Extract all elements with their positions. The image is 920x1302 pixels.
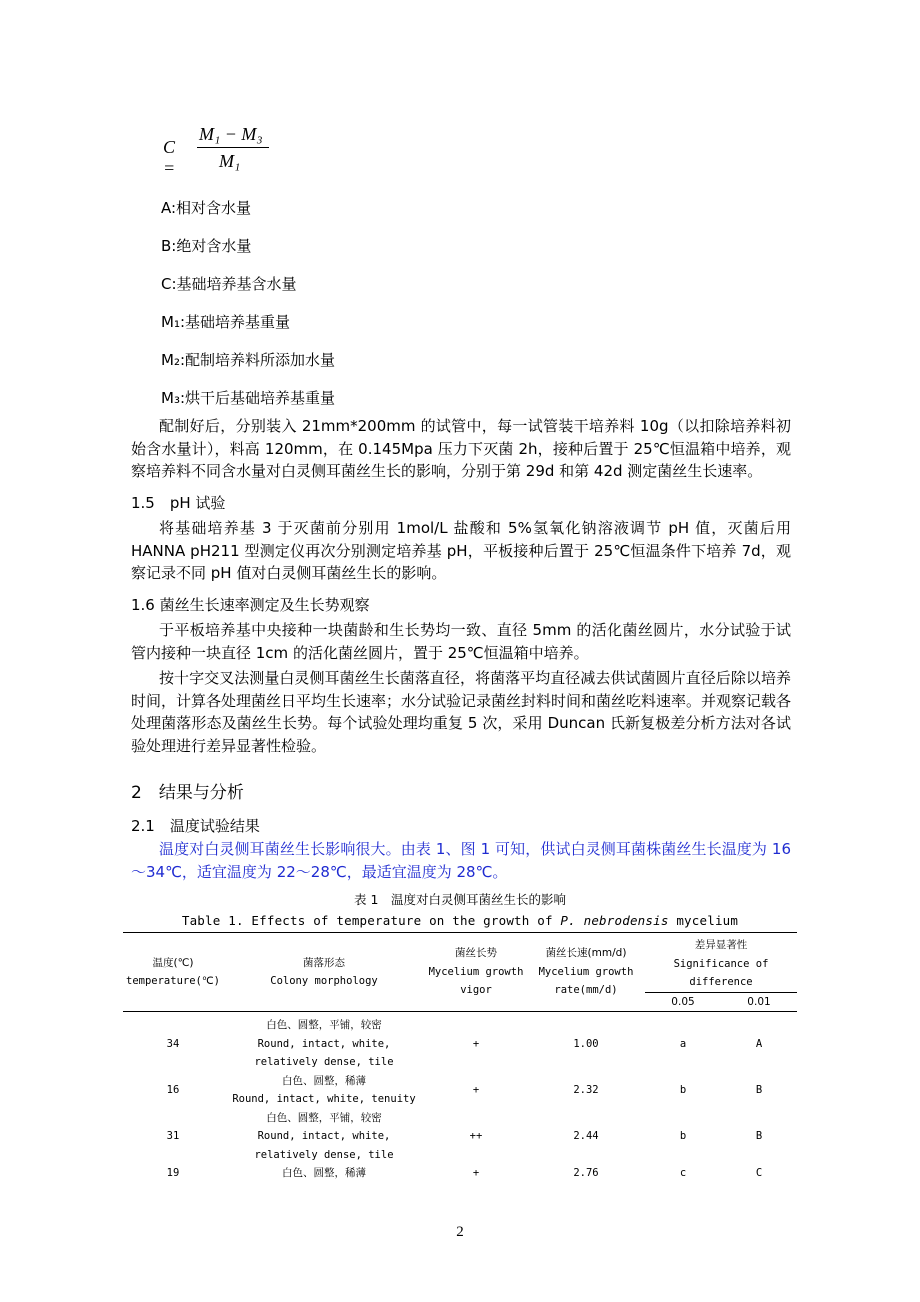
cell-morph [223, 1072, 425, 1109]
cell-sig-001: B [755, 1083, 763, 1096]
header-significance-en2: difference [689, 976, 753, 988]
cell-vigor: ++ [469, 1130, 483, 1142]
cell-rate: 2.44 [573, 1130, 599, 1142]
table-row [123, 1016, 797, 1072]
header-significance [645, 933, 797, 993]
header-morphology-cn: 菌落形态 [303, 956, 345, 969]
header-vigor-en2: vigor [460, 984, 492, 997]
header-sig-005: 0.05 [645, 992, 721, 1012]
cell-morph-en1: Round, intact, white, [257, 1037, 391, 1050]
caption-en-suffix: mycelium [668, 913, 739, 928]
cell-morph-cn: 白色、圆整，稀薄 [282, 1167, 366, 1179]
cell-sig-005: b [679, 1083, 687, 1096]
cell-vigor: + [472, 1167, 480, 1179]
cell-vigor: + [472, 1083, 480, 1096]
cell-morph-en1: Round, intact, white, [257, 1130, 391, 1142]
caption-en-prefix: Table 1. Effects of temperature on the growth of [181, 913, 561, 928]
header-temperature-en: temperature(℃) [126, 975, 220, 987]
table-row [123, 1109, 797, 1165]
header-rate-en1: Mycelium growth [538, 965, 634, 978]
header-rate-cn: 菌丝长速(mm/d) [545, 947, 627, 960]
definition-m1: M₁:基础培养基重量 [161, 313, 291, 331]
formula-denominator: M₁ [219, 151, 241, 171]
definition-m3: M₃:烘干后基础培养基重量 [161, 389, 336, 407]
cell-sig-005: a [679, 1037, 687, 1050]
header-vigor-cn: 菌丝长势 [455, 947, 497, 960]
paragraph-temperature-results: 温度对白灵侧耳菌丝生长影响很大。由表 1、图 1 可知，供试白灵侧耳菌株菌丝生长温度为 16～34℃，适宜温度为 22～28℃，最适宜温度为 28℃。 [131, 840, 791, 881]
paragraph-measurement: 按十字交叉法测量白灵侧耳菌丝生长菌落直径，将菌落平均直径减去供试菌圆片直径后除以培养时间，计算各处理菌丝日平均生长速率；水分试验记录菌丝封料时间和菌丝吃料速率。并观察记载各处理菌落形态及菌丝生长势。每个试验处理均重复 5 次，采用 Duncan 氏新复极差分析方法对各试验处理进行差异显著性检验。 [131, 669, 792, 755]
cell-sig-001: C [755, 1167, 763, 1179]
cell-vigor: + [472, 1037, 480, 1050]
header-rate [527, 933, 645, 1012]
header-temperature-cn: 温度(℃) [152, 956, 194, 969]
heading-2: 2 结果与分析 [131, 783, 244, 803]
header-significance-cn: 差异显著性 [694, 939, 748, 951]
cell-morph [223, 1016, 425, 1072]
definition-b: B:绝对含水量 [161, 237, 252, 255]
paragraph-ph: 将基础培养基 3 于灭菌前分别用 1mol/L 盐酸和 5%氢氧化钠溶液调节 pH 值，灭菌后用 HANNA pH211 型测定仪再次分别测定培养基 pH，平板接种后置于 25℃恒温条件下培养 7d，观察记录不同 pH 值对白灵侧耳菌丝生长的影响。 [131, 519, 791, 582]
caption-en-species: P. nebrodensis [560, 913, 669, 928]
header-significance-en1: Significance of [673, 957, 769, 970]
heading-2-1: 2.1 温度试验结果 [131, 817, 260, 835]
header-morphology [223, 933, 425, 1012]
cell-temp: 34 [166, 1037, 180, 1050]
paragraph-inoculation: 于平板培养基中央接种一块菌龄和生长势均一致、直径 5mm 的活化菌丝圆片，水分试验于试管内接种一块直径 1cm 的活化菌丝圆片，置于 25℃恒温箱中培养。 [131, 621, 791, 662]
header-vigor [425, 933, 527, 1012]
header-sig-001: 0.01 [721, 992, 797, 1012]
cell-sig-005: c [679, 1167, 687, 1179]
fraction-bar [197, 147, 269, 148]
cell-rate: 1.00 [573, 1037, 599, 1050]
formula-numerator: M₁ − M₃ [199, 124, 263, 144]
definition-m2: M₂:配制培养料所添加水量 [161, 351, 336, 369]
header-vigor-en1: Mycelium growth [428, 965, 524, 978]
cell-morph [223, 1109, 425, 1165]
page-number: 2 [456, 1224, 464, 1240]
cell-rate: 2.76 [573, 1167, 599, 1179]
paragraph-preparation: 配制好后，分别装入 21mm*200mm 的试管中，每一试管装干培养料 10g（以扣除培养料初始含水量计），料高 120mm，在 0.145Mpa 压力下灭菌 2h，接种后置于 25℃恒温箱中培养，观察培养料不同含水量对白灵侧耳菌丝生长的影响，分别于第 29d 和第 42d 测定菌丝生长速率。 [131, 417, 791, 480]
definition-c: C:基础培养基含水量 [161, 275, 297, 293]
formula-lhs: C = [163, 137, 176, 178]
cell-temp: 31 [166, 1130, 180, 1142]
table-row [123, 1164, 797, 1183]
cell-morph-cn: 白色、圆整，稀薄 [282, 1074, 366, 1087]
cell-morph [223, 1164, 425, 1183]
cell-morph-en2: relatively dense, tile [254, 1056, 394, 1068]
header-rate-en2: rate(mm/d) [554, 984, 618, 997]
cell-morph-cn: 白色、圆整，平铺，较密 [266, 1111, 382, 1124]
header-temperature [123, 933, 223, 1012]
temperature-effects-table [123, 932, 797, 1183]
table-row [123, 1072, 797, 1109]
header-morphology-en: Colony morphology [270, 975, 378, 987]
heading-1-5: 1.5 pH 试验 [131, 494, 226, 512]
cell-morph-cn: 白色、圆整，平铺，较密 [266, 1019, 382, 1031]
definition-a: A:相对含水量 [161, 199, 252, 217]
cell-sig-005: b [679, 1130, 687, 1142]
heading-1-6: 1.6 菌丝生长速率测定及生长势观察 [131, 596, 370, 614]
cell-temp: 19 [166, 1167, 180, 1179]
cell-morph-en2: relatively dense, tile [254, 1148, 394, 1161]
cell-rate: 2.32 [573, 1083, 599, 1096]
table-caption-en [0, 913, 920, 928]
cell-sig-001: A [755, 1037, 763, 1050]
cell-morph-en1: Round, intact, white, tenuity [232, 1093, 416, 1105]
cell-sig-001: B [755, 1130, 763, 1142]
cell-temp: 16 [166, 1083, 180, 1096]
table-caption-cn: 表 1 温度对白灵侧耳菌丝生长的影响 [354, 892, 566, 907]
